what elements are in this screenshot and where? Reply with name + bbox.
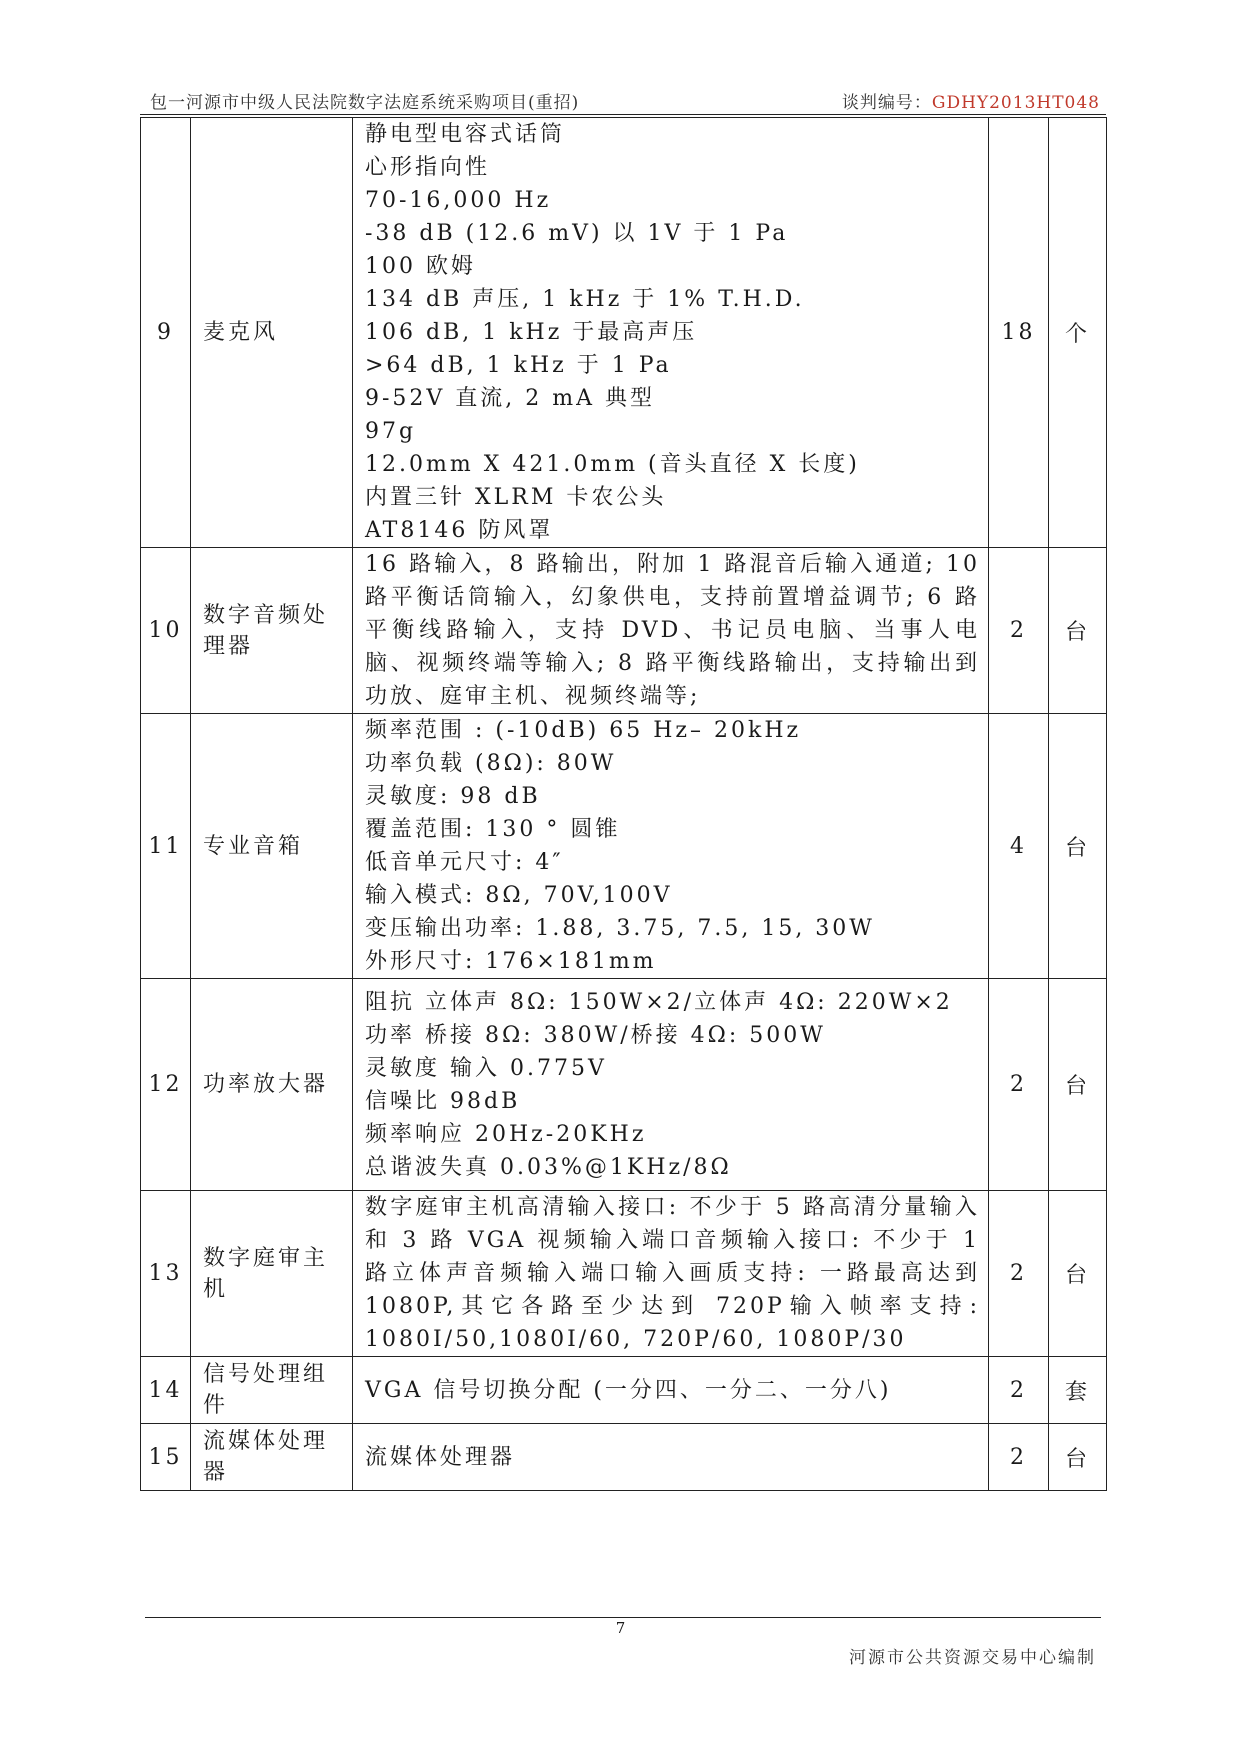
spec-line: 静电型电容式话筒	[365, 122, 566, 147]
tender-reference-code: GDHY2013HT048	[931, 93, 1100, 113]
project-title: 包一河源市中级人民法院数字法庭系统采购项目(重招)	[150, 93, 580, 113]
item-quantity: 2	[989, 1424, 1049, 1491]
item-quantity: 2	[989, 1191, 1049, 1357]
spec-line: 外形尺寸: 176×181mm	[365, 949, 657, 974]
item-number: 10	[141, 548, 191, 714]
spec-line: 9-52V 直流, 2 mA 典型	[365, 386, 656, 411]
item-quantity: 18	[989, 118, 1049, 548]
spec-line: 功率负载 (8Ω): 80W	[365, 751, 617, 776]
item-spec	[353, 548, 989, 714]
item-spec	[353, 714, 989, 979]
table-row	[141, 1424, 1107, 1491]
spec-line: 106 dB, 1 kHz 于最高声压	[365, 320, 698, 345]
spec-line: 信噪比 98dB	[365, 1088, 521, 1114]
spec-line: 灵敏度 输入 0.775V	[365, 1055, 607, 1081]
spec-line: 灵敏度: 98 dB	[365, 784, 541, 809]
spec-line: 变压输出功率: 1.88, 3.75, 7.5, 15, 30W	[365, 916, 875, 941]
table-row	[141, 1191, 1107, 1357]
table-row	[141, 714, 1107, 979]
spec-line: 频率响应 20Hz-20KHz	[365, 1121, 647, 1147]
item-quantity: 2	[989, 979, 1049, 1191]
spec-line: 低音单元尺寸: 4″	[365, 850, 564, 875]
table-row	[141, 1357, 1107, 1424]
item-quantity: 4	[989, 714, 1049, 979]
item-quantity: 2	[989, 548, 1049, 714]
item-name: 功率放大器	[191, 979, 353, 1191]
item-unit: 台	[1049, 1424, 1107, 1491]
spec-line: 输入模式: 8Ω, 70V,100V	[365, 883, 673, 908]
item-name: 专业音箱	[191, 714, 353, 979]
item-number: 11	[141, 714, 191, 979]
spec-line: 内置三针 XLRM 卡农公头	[365, 485, 667, 510]
item-spec	[353, 1357, 989, 1424]
spec-line: 覆盖范围: 130 ° 圆锥	[365, 817, 621, 842]
spec-line: 流媒体处理器	[365, 1444, 516, 1470]
spec-line: 频率范围 : (-10dB) 65 Hz– 20kHz	[365, 718, 802, 743]
spec-line: VGA 信号切换分配 (一分四、一分二、一分八)	[365, 1377, 892, 1403]
footer-organization: 河源市公共资源交易中心编制	[849, 1648, 1096, 1668]
spec-paragraph: 数字庭审主机高清输入接口: 不少于 5 路高清分量输入和 3 路 VGA 视频输入端口音频输入接口: 不少于 1 路立体声音频输入端口输入画质支持: 一路最高达到 1080P,其它各路至少达到 720P输入帧率支持: 1080I/50,1080I/60, 720P/60, 1080P/30	[365, 1195, 980, 1352]
table-row	[141, 118, 1107, 548]
page-number: 7	[615, 1619, 626, 1637]
page-header	[150, 88, 1100, 116]
spec-line: 70-16,000 Hz	[365, 188, 552, 213]
spec-line: 134 dB 声压, 1 kHz 于 1% T.H.D.	[365, 287, 805, 312]
spec-line: 总谐波失真 0.03%@1KHz/8Ω	[365, 1154, 732, 1180]
item-name: 流媒体处理器	[191, 1424, 353, 1491]
spec-line: AT8146 防风罩	[365, 518, 554, 543]
item-unit: 台	[1049, 548, 1107, 714]
spec-line: 阻抗 立体声 8Ω: 150W×2/立体声 4Ω: 220W×2	[365, 989, 953, 1015]
item-spec	[353, 1191, 989, 1357]
header-rule	[140, 114, 1106, 115]
item-unit: 套	[1049, 1357, 1107, 1424]
tender-reference-label: 谈判编号：	[841, 93, 932, 113]
item-unit: 台	[1049, 1191, 1107, 1357]
table-row	[141, 548, 1107, 714]
item-unit: 台	[1049, 714, 1107, 979]
spec-line: -38 dB (12.6 mV) 以 1V 于 1 Pa	[365, 221, 789, 246]
item-number: 13	[141, 1191, 191, 1357]
spec-line: 12.0mm X 421.0mm (音头直径 X 长度)	[365, 452, 860, 477]
item-spec	[353, 118, 989, 548]
item-number: 14	[141, 1357, 191, 1424]
item-name: 数字庭审主机	[191, 1191, 353, 1357]
table-row	[141, 979, 1107, 1191]
spec-line: 97g	[365, 419, 417, 444]
spec-paragraph: 16 路输入，8 路输出，附加 1 路混音后输入通道; 10 路平衡话筒输入，幻象供电，支持前置增益调节; 6 路平衡线路输入，支持 DVD、书记员电脑、当事人电脑、视频终端等输入; 8 路平衡线路输出，支持输出到功放、庭审主机、视频终端等;	[365, 552, 980, 709]
item-name: 信号处理组件	[191, 1357, 353, 1424]
item-number: 15	[141, 1424, 191, 1491]
spec-line: >64 dB, 1 kHz 于 1 Pa	[365, 353, 672, 378]
equipment-table	[140, 117, 1107, 1491]
item-unit: 台	[1049, 979, 1107, 1191]
item-number: 12	[141, 979, 191, 1191]
spec-line: 100 欧姆	[365, 254, 476, 279]
spec-line: 心形指向性	[365, 155, 491, 180]
item-unit: 个	[1049, 118, 1107, 548]
tender-reference	[842, 88, 1100, 113]
item-quantity: 2	[989, 1357, 1049, 1424]
item-spec	[353, 979, 989, 1191]
spec-line: 功率 桥接 8Ω: 380W/桥接 4Ω: 500W	[365, 1022, 826, 1048]
item-number: 9	[141, 118, 191, 548]
item-name: 数字音频处理器	[191, 548, 353, 714]
item-spec	[353, 1424, 989, 1491]
footer-rule	[145, 1617, 1101, 1618]
item-name: 麦克风	[191, 118, 353, 548]
